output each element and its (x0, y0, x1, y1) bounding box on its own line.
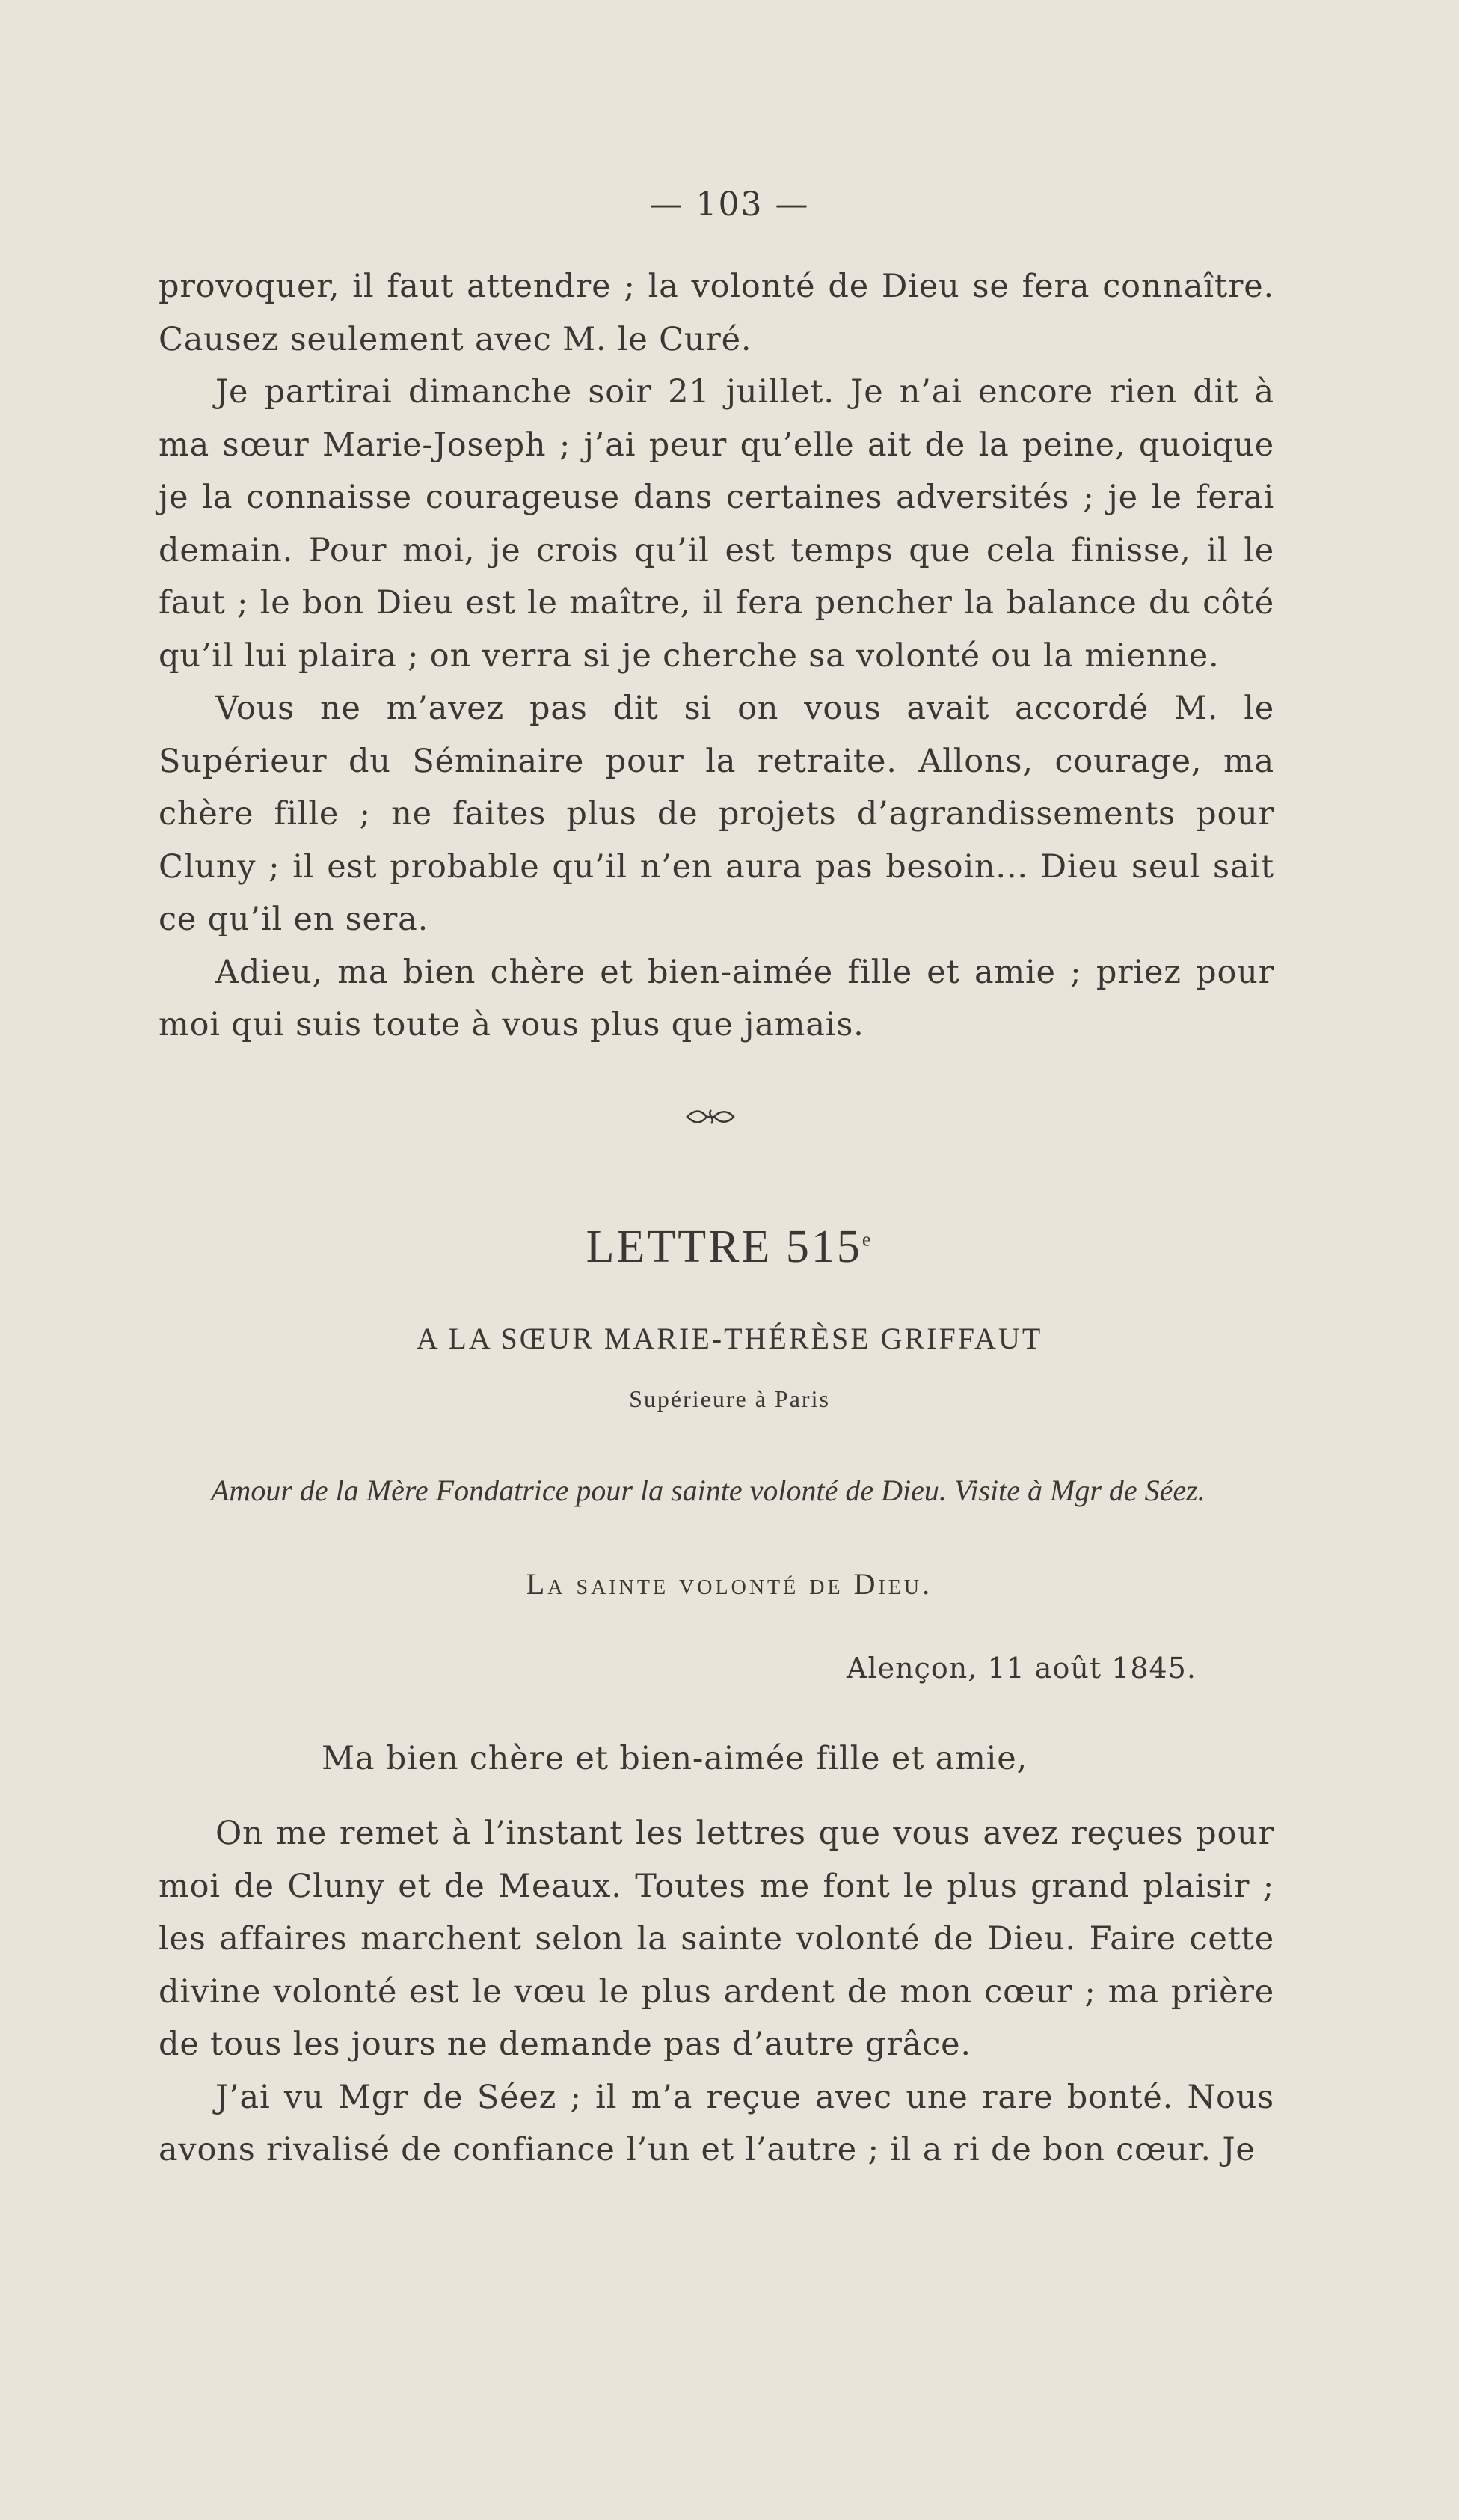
letter-title-sup: e (861, 1228, 873, 1251)
letter-recipient: A LA SŒUR MARIE-THÉRÈSE GRIFFAUT (416, 1322, 1043, 1355)
page-number: — 103 — (649, 186, 810, 224)
letter-title (0, 1221, 1459, 1274)
section-ornament-icon (684, 1106, 737, 1128)
letter-title-text: LETTRE 515 (586, 1221, 862, 1272)
letter-summary: Amour de la Mère Fondatrice pour la sainte volonté de Dieu. Visite à Mgr de Séez. (211, 1474, 1205, 1507)
paragraph: provoquer, il faut attendre ; la volonté de Dieu se fera connaître. Causez seulement avec M. le Curé. (159, 268, 1274, 358)
letter-body (159, 1807, 1274, 2177)
letter-salutation: Ma bien chère et bien-aimée fille et amie, (322, 1740, 1028, 1777)
paragraph: J’ai vu Mgr de Séez ; il m’a reçue avec une rare bonté. Nous avons rivalisé de confiance l’un et l’autre ; il a ri de bon cœur. Je (159, 2078, 1274, 2168)
recipient-role: Supérieure à Paris (629, 1385, 830, 1412)
paragraph: Vous ne m’avez pas dit si on vous avait accordé M. le Supérieur du Séminaire pour la retraite. Allons, courage, ma chère fille ; ne faites plus de projets d’agrandissements pour Cluny ; il est probable qu’il n’en aura pas besoin... Dieu seul sait ce qu’il en sera. (159, 690, 1274, 938)
paragraph: Je partirai dimanche soir 21 juillet. Je n’ai encore rien dit à ma sœur Marie-Joseph ; j’ai peur qu’elle ait de la peine, quoique je la connaisse courageuse dans certaines adversités ; je le ferai demain. Pour moi, je crois qu’il est temps que cela finisse, il le faut ; le bon Dieu est le maître, il fera pencher la balance du côté qu’il lui plaira ; on verra si je cherche sa volonté ou la mienne. (159, 373, 1274, 675)
paragraph: Adieu, ma bien chère et bien-aimée fille et amie ; priez pour moi qui suis toute à vous plus que jamais. (159, 953, 1274, 1043)
paragraph: On me remet à l’instant les lettres que vous avez reçues pour moi de Cluny et de Meaux. Toutes me font le plus grand plaisir ; les affaires marchent selon la sainte volonté de Dieu. Faire cette divine volonté est le vœu le plus ardent de mon cœur ; ma prière de tous les jours ne demande pas d’autre grâce. (159, 1815, 1274, 2063)
letter-motto: La sainte volonté de Dieu. (526, 1567, 933, 1601)
previous-letter-text (159, 260, 1274, 1052)
letter-dateline: Alençon, 11 août 1845. (847, 1652, 1197, 1684)
